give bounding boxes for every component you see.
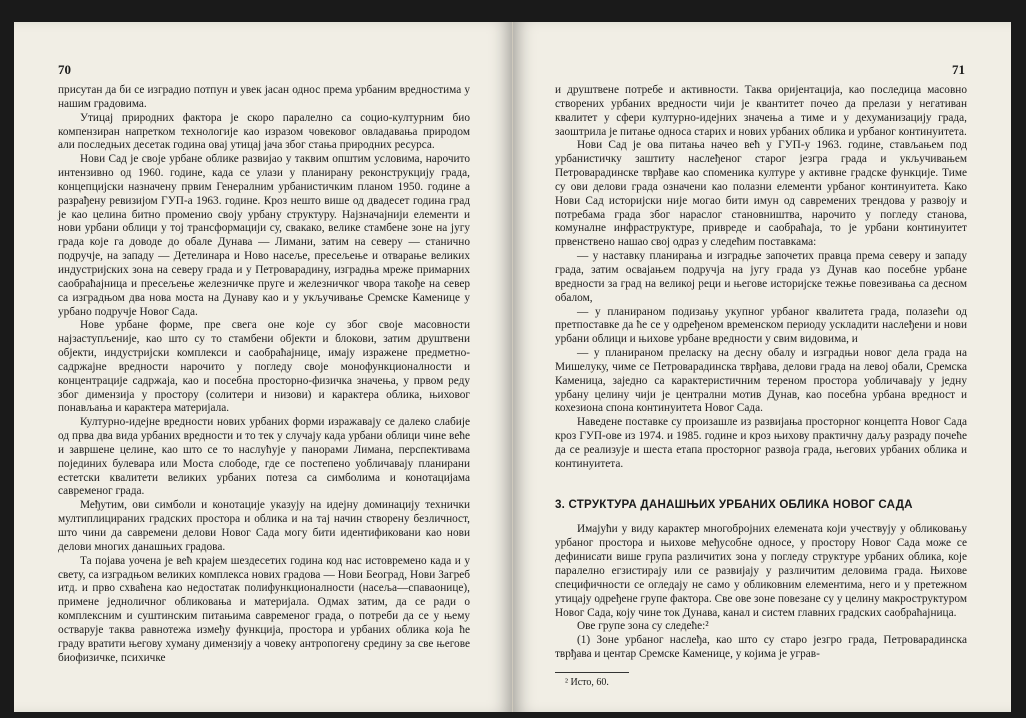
list-item: — у наставку планирања и изградње започетих правца према северу и западу града, затим освајањем подручја на југу града уз Дунав као посебне урбане вредности за град на великој реци и његове историјске тежње повезивања са десном обалом, (555, 250, 967, 304)
paragraph: Утицај природних фактора је скоро паралелно са социо-културним био компензиран напретком технологије као изразом човековог овладавања природом али последњих десетак година овај утицај јача због стања природних ресурса. (58, 111, 470, 152)
paragraph: Имајући у виду карактер многобројних елемената који учествују у обликовању урбаног простора и њихове међусобне односе, у простору Новог Сада може се дефинисати више група различитих зона у погледу структуре урбаних облика, које паралелно егзистирају или се развијају у различитим деловима града. Њихове специфичности се огледају не само у обликовним елементима, него и у претежном утицају одређене групе фактора. Све ове зоне повезане су у целину макроструктуром Новог Сада, коју чине ток Дунава, канал и систем главних градских саобраћајница. (555, 523, 967, 619)
right-page-upper-text (555, 84, 967, 472)
paragraph: Културно-идејне вредности нових урбаних форми изражавају се далеко слабије од прва два вида урбаних вредности и то тек у случају када урбани облици чине веће и завршене целине, као што се то наслућује у панорами Лимана, перспективама појединих булевара или Моста слободе, где се постепено уобличавају планирани естетски квалитети великих урбаних потеза са симболима и конотацијама савременог града. (58, 416, 470, 498)
left-page (14, 22, 513, 712)
right-page (513, 22, 1011, 712)
paragraph: Наведене поставке су произашле из развијања просторног концепта Новог Сада кроз ГУП-ове из 1974. и 1985. године и кроз њихову практичну даљу разраду почеће да се реализује и шеста етапа просторног развоја града, његових урбаних облика и континуитета. (555, 416, 967, 470)
page-number-right: 71 (952, 62, 965, 77)
paragraph: Ове групе зона су следеће:² (577, 620, 709, 633)
right-page-lower-text (555, 523, 967, 661)
paragraph: Међутим, ови симболи и конотације указују на идејну доминацију технички мултиплицираних градских простора и облика и на тај начин створену безличност, што чини да савремени делови Новог Сада могу бити идентификовани као нови делови многих данашњих градова. (58, 499, 470, 553)
footnote: ² Исто, 60. (565, 676, 609, 688)
page-number-left: 70 (58, 62, 71, 77)
paragraph: (1) Зоне урбаног наслеђа, као што су старо језгро града, Петроварадинска тврђава и центар Сремске Каменице, у којима је уграв- (555, 634, 967, 661)
paragraph: Нови Сад је ова питања начео већ у ГУП-у 1963. године, стављањем под урбанистичку заштиту наслеђеног старог језгра града и укључивањем Петроварадинске тврђаве као споменика културе у активне градске функције. Тиме су ови делови града означени као полазни елементи урбаног континуитета. Како Нови Сад историјски није могао бити имун од савремених трендова у развоју и потребама града због нараслог становништва, нарочито у погледу станова, комуналне инфраструктуре, привреде и саобраћаја, то је урбани континуитет првенствено нашао свој одраз у следећим поставкама: (555, 139, 967, 249)
right-page-text (555, 84, 967, 690)
paragraph: Нови Сад је своје урбане облике развијао у таквим општим условима, нарочито интензивно од 1960. године, када се улази у планирану реконструкцију града, концепцијски назначену првим Генералним урбанистичким планом 1950. године а разрађену ревизијом ГУП-а 1963. године. Кроз нешто више од двадесет година град је као целина битно променио своју урбану структуру. Најзначајнији елементи и нови урбани облици у тој трансформацији су, свакако, велике стамбене зоне на југу града које га доводе до обале Дунава — Лимани, затим на северу — станично подручје, на западу — Детелинара и Ново насеље, пресељење и отварање великих индустријских зона на северу града и у Петроварадину, изградња мреже примарних саобраћајница и пресељење железничке пруге и железничког чвора такође на север са изградњом два нова моста на Дунаву као и у укључивање Сремске Каменице у урбано подручје Новог Сада. (58, 153, 470, 318)
paragraph: присутан да би се изградио потпун и увек јасан однос према урбаним вредностима у нашим градовима. (58, 84, 470, 110)
list-item: — у планираном преласку на десну обалу и изградњи новог дела града на Мишелуку, чиме се Петроварадинска тврђава, делови града на левој обали, Сремска Каменица, заједно са карактеристичним тереном простора уобличавају у једну урбану целину чији је централни мотив Дунав, као посебна урбана вредност и кохезиона спона континуитета Новог Сада. (555, 347, 967, 415)
paragraph: и друштвене потребе и активности. Таква оријентација, као последица масовно створених урбаних вредности чији је квантитет почео да прелази у негативан квалитет у сфери културно-идејних значења а тиме и у дехуманизацију града, заоштрила је питање односа старих и нових урбаних облика и урбаног континуитета. (555, 84, 967, 138)
paragraph: Нове урбане форме, пре свега оне које су због своје масовности најзаступљеније, као што су то стамбени објекти и блокови, затим друштвени објекти, индустријски комплекси и саобраћајнице, имају изражене предметно-садржајне вредности нарочито у погледу своје монофункционалности и концентрације садржаја, као и посебна просторно-физичка значења, у првом реду због димензија у простору (солитери и низови) и карактера облика, њиховог понављања и карактера материјала. (58, 319, 470, 415)
paragraph: Та појава уочена је већ крајем шездесетих година код нас истовремено када и у свету, са изградњом великих комплекса нових градова — Нови Београд, Нови Загреб итд. и прво схваћена као недостатак полифункционалности (насеља—спаваонице), примене једноличног обликовања и материјала. Одмах затим, да се ради о комплексним и суштинским питањима савременог града, о потреби да се у њему остварује таква равнотежа између функција, простора и урбаних облика која ће граду вратити његову хуману димензију а човеку антропогену средину за све његове биофизичке, психичке (58, 554, 470, 664)
left-page-text (58, 84, 470, 665)
book-spread (14, 22, 1014, 712)
section-heading: 3. СТРУКТУРА ДАНАШЊИХ УРБАНИХ ОБЛИКА НОВОГ САДА (555, 497, 913, 511)
list-item: — у планираном подизању укупног урбаног квалитета града, полазећи од претпоставке да ће се у одређеном временском периоду ускладити наслеђени и нови урбани облици и њихове урбане вредности у свим видовима, и (555, 305, 967, 346)
footnote-rule (555, 672, 629, 673)
